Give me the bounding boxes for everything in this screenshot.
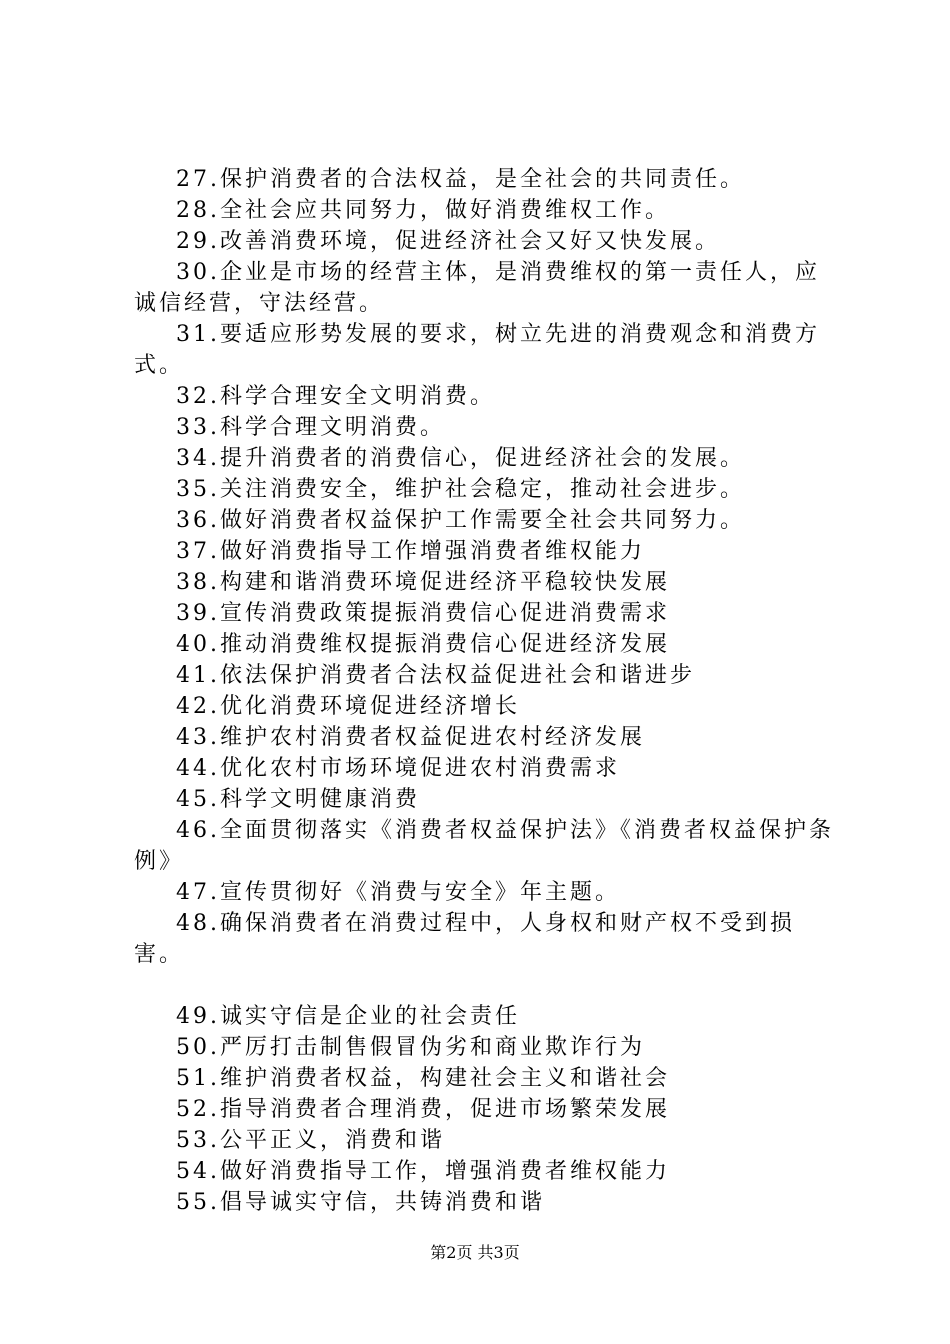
list-item: 43.维护农村消费者权益促进农村经济发展 — [176, 725, 645, 750]
list-item: 34.提升消费者的消费信心，促进经济社会的发展。 — [176, 446, 745, 471]
list-item: 37.做好消费指导工作增强消费者维权能力 — [176, 539, 645, 564]
list-item: 32.科学合理安全文明消费。 — [176, 384, 495, 409]
slogan-list — [134, 164, 834, 1218]
list-item: 54.做好消费指导工作，增强消费者维权能力 — [176, 1159, 670, 1184]
list-item: 41.依法保护消费者合法权益促进社会和谐进步 — [176, 663, 695, 688]
list-item: 53.公平正义，消费和谐 — [176, 1128, 445, 1153]
list-item: 36.做好消费者权益保护工作需要全社会共同努力。 — [176, 508, 745, 533]
page-footer: 第2页 共3页 — [430, 1243, 520, 1262]
list-item: 49.诚实守信是企业的社会责任 — [176, 1004, 520, 1029]
list-item: 52.指导消费者合理消费，促进市场繁荣发展 — [176, 1097, 670, 1122]
list-item: 28.全社会应共同努力，做好消费维权工作。 — [176, 198, 670, 223]
list-item: 40.推动消费维权提振消费信心促进经济发展 — [176, 632, 670, 657]
list-item: 31.要适应形势发展的要求，树立先进的消费观念和消费方式。 — [134, 322, 820, 378]
blank-line — [134, 970, 834, 1001]
list-item: 47.宣传贯彻好《消费与安全》年主题。 — [176, 880, 620, 905]
list-item: 35.关注消费安全，维护社会稳定，推动社会进步。 — [176, 477, 745, 502]
list-item: 55.倡导诚实守信，共铸消费和谐 — [176, 1190, 545, 1215]
list-item: 50.严厉打击制售假冒伪劣和商业欺诈行为 — [176, 1035, 645, 1060]
list-item: 42.优化消费环境促进经济增长 — [176, 694, 520, 719]
list-item: 44.优化农村市场环境促进农村消费需求 — [176, 756, 620, 781]
list-item: 45.科学文明健康消费 — [176, 787, 420, 812]
list-item: 46.全面贯彻落实《消费者权益保护法》《消费者权益保护条例》 — [134, 818, 834, 874]
list-item: 38.构建和谐消费环境促进经济平稳较快发展 — [176, 570, 670, 595]
list-item: 39.宣传消费政策提振消费信心促进消费需求 — [176, 601, 670, 626]
list-item: 51.维护消费者权益，构建社会主义和谐社会 — [176, 1066, 670, 1091]
list-item: 48.确保消费者在消费过程中，人身权和财产权不受到损害。 — [134, 911, 795, 967]
list-item: 27.保护消费者的合法权益，是全社会的共同责任。 — [176, 167, 745, 192]
list-item: 29.改善消费环境，促进经济社会又好又快发展。 — [176, 229, 720, 254]
list-item: 30.企业是市场的经营主体，是消费维权的第一责任人，应诚信经营，守法经营。 — [134, 260, 820, 316]
list-item: 33.科学合理文明消费。 — [176, 415, 445, 440]
